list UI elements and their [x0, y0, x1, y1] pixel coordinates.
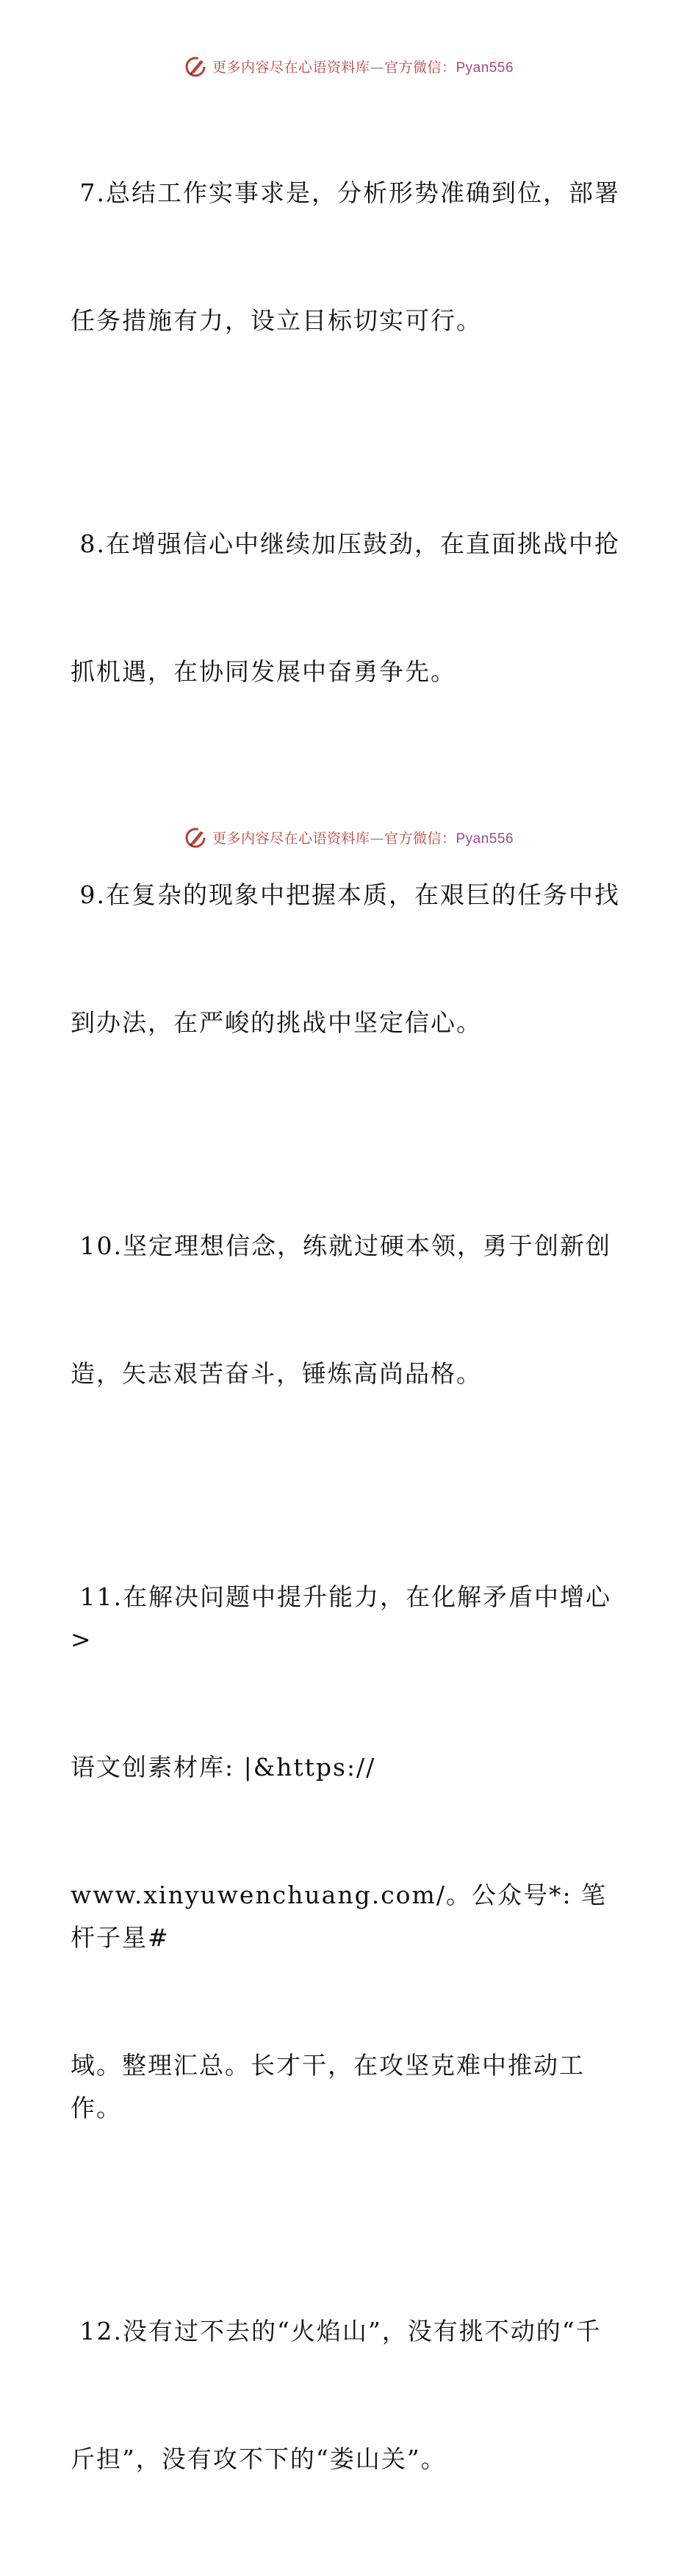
watermark-wechat-label: 官方微信：	[384, 59, 456, 76]
paragraph-line: 7.总结工作实事求是，分析形势准确到位，部署	[71, 178, 620, 207]
paragraph-line: 造，矢志艰苦奋斗，锤炼高尚品格。	[71, 1359, 482, 1388]
paragraph-line: 11.在解决问题中提升能力，在化解矛盾中增心>	[71, 1582, 611, 1654]
watermark-main: 更多内容尽在心语资料库	[212, 830, 370, 847]
watermark-handle: Pyan556	[456, 59, 514, 76]
paragraph-line: 抓机遇，在协同发展中奋勇争先。	[71, 657, 456, 686]
paragraph-line: 语文创素材库: |&https://	[71, 1753, 376, 1781]
footer-watermark	[0, 822, 698, 852]
paragraph-line: 12.没有过不去的“火焰山”，没有挑不动的“千	[71, 2317, 602, 2345]
paragraph-line: 9.在复杂的现象中把握本质，在艰巨的任务中找	[71, 880, 620, 909]
watermark-text	[212, 828, 514, 847]
paragraph-12	[71, 2225, 629, 2566]
watermark-wechat-label: 官方微信：	[384, 830, 456, 847]
watermark-handle: Pyan556	[456, 831, 514, 847]
paragraph-11	[71, 1491, 629, 2215]
paragraph-line: 域。整理汇总。长才干，在攻坚克难中推动工作。	[71, 2051, 585, 2122]
watermark-dash: —	[370, 59, 384, 76]
watermark-dash: —	[370, 830, 384, 847]
brush-circle-icon	[184, 825, 208, 849]
paragraph-7	[71, 87, 629, 427]
header-watermark	[0, 51, 698, 81]
watermark-text	[212, 57, 514, 76]
paragraph-line: 到办法，在严峻的挑战中坚定信心。	[71, 1008, 482, 1037]
brush-circle-icon	[184, 54, 208, 78]
paragraph-line: 斤担”，没有攻不下的“娄山关”。	[71, 2445, 447, 2473]
watermark-main: 更多内容尽在心语资料库	[212, 59, 370, 76]
paragraph-8	[71, 438, 629, 778]
paragraph-line: 任务措施有力，设立目标切实可行。	[71, 306, 482, 335]
paragraph-line: 10.坚定理想信念，练就过硬本领，勇于创新创	[71, 1231, 611, 1260]
paragraph-line: 8.在增强信心中继续加压鼓劲，在直面挑战中抢	[71, 529, 620, 558]
paragraph-10	[71, 1140, 629, 1480]
document-body	[71, 87, 629, 2576]
paragraph-line: www.xinyuwenchuang.com/。公众号*: 笔杆子星#	[71, 1881, 608, 1952]
